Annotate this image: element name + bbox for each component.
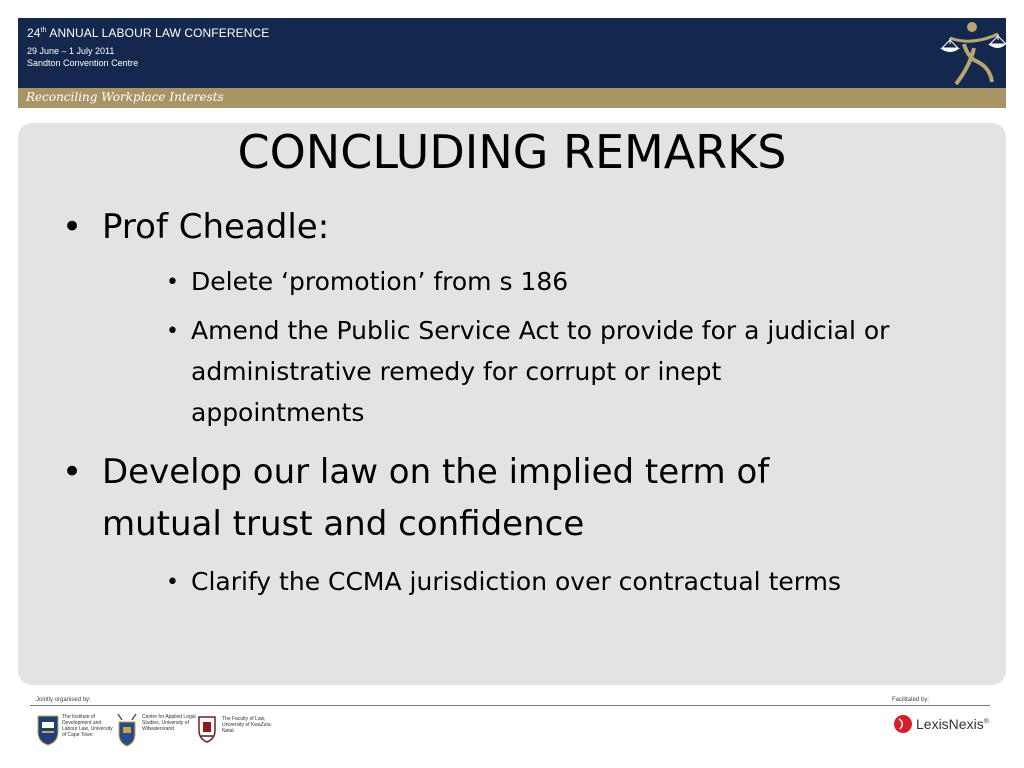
slide-title: CONCLUDING REMARKS [237, 125, 787, 179]
bullet-level1 [62, 446, 962, 550]
uct-crest-icon [36, 714, 60, 746]
registered-mark: ® [983, 718, 989, 726]
bullet-dot-icon: • [62, 452, 83, 492]
bullet-dot-icon: • [166, 270, 179, 295]
bullet-text: Amend the Public Service Act to provide for a judicial or [191, 316, 890, 345]
bullet-text-continued: administrative remedy for corrupt or inept [191, 357, 722, 386]
bullet-text: Delete ‘promotion’ from s 186 [191, 267, 569, 296]
facilitated-by-label: Facilitated by: [892, 697, 930, 703]
tagline-bar [18, 88, 1006, 108]
footer-divider [30, 705, 990, 706]
conference-title [27, 26, 269, 40]
scales-of-justice-logo-icon [934, 18, 1006, 88]
bullet-text-continued: mutual trust and confidence [102, 504, 585, 544]
bullet-dot-icon: • [62, 207, 83, 247]
conference-venue: Sandton Convention Centre [27, 58, 139, 68]
conference-name: ANNUAL LABOUR LAW CONFERENCE [49, 26, 270, 40]
partner-uct-text: The Institute of Development and Labour Law, University of Cape Town [62, 714, 113, 738]
bullet-text-continued: appointments [191, 398, 365, 427]
bullet-level2 [166, 261, 986, 302]
wits-crest-icon [114, 710, 140, 748]
bullet-text: Prof Cheadle: [102, 207, 330, 247]
bullet-level1 [62, 201, 962, 253]
partner-ukzn-text: The Faculty of Law, University of KwaZulu-Natal [222, 716, 273, 734]
organised-by-label: Jointly organised by: [36, 697, 91, 703]
bullet-level2 [166, 561, 986, 602]
lexisnexis-logo-icon [893, 714, 913, 734]
partner-wits-text: Centre for Applied Legal Studies, University of Witwatersrand [142, 714, 196, 732]
conference-dates: 29 June – 1 July 2011 [27, 46, 115, 56]
sponsor-name [916, 716, 989, 732]
ordinal-suffix: th [40, 27, 47, 34]
bullet-text: Develop our law on the implied term of [102, 452, 770, 492]
conference-number: 24 [27, 26, 41, 40]
conference-header [18, 18, 1006, 88]
bullet-text: Clarify the CCMA jurisdiction over contractual terms [191, 567, 841, 596]
conference-tagline: Reconciling Workplace Interests [26, 90, 224, 104]
bullet-dot-icon: • [166, 570, 179, 595]
sponsor-name-text: LexisNexis [916, 716, 984, 732]
bullet-level2 [166, 310, 986, 433]
bullet-dot-icon: • [166, 319, 179, 344]
ukzn-crest-icon [195, 714, 219, 744]
